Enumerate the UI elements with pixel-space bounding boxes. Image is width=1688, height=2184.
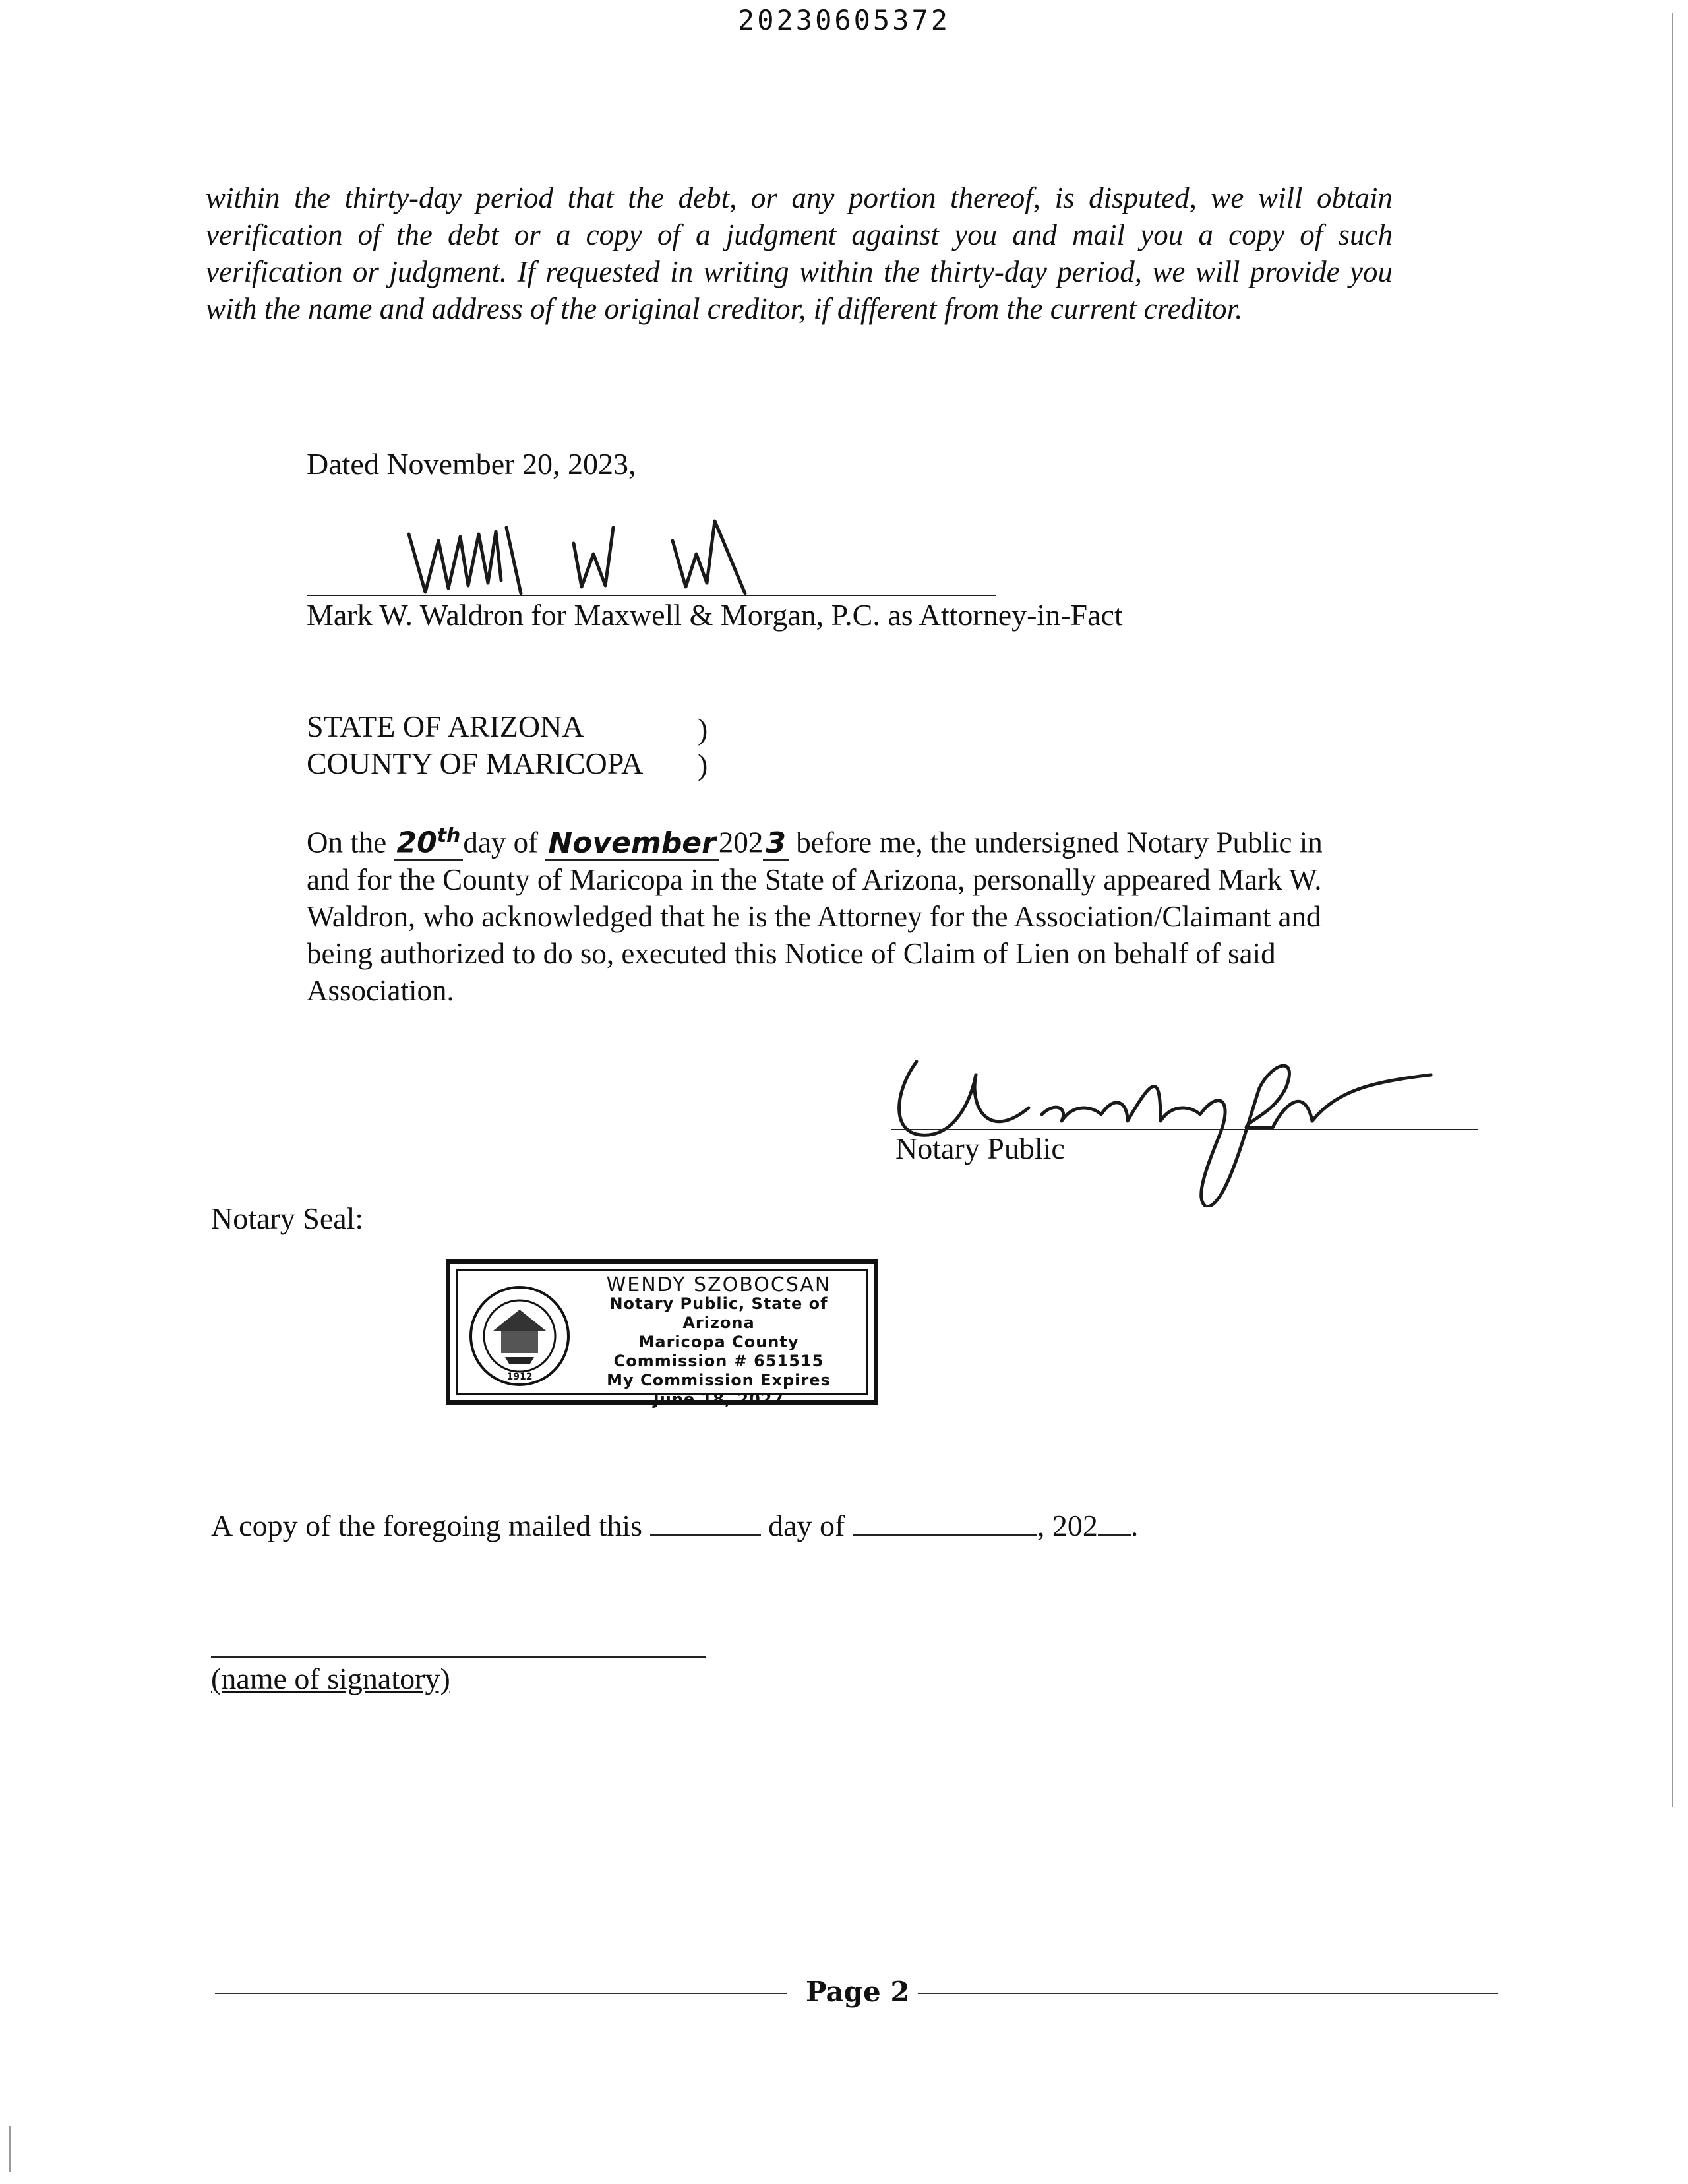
notary-seal-label: Notary Seal: <box>211 1201 364 1235</box>
signer-caption: Mark W. Waldron for Maxwell & Morgan, P.C. as Attorney-in-Fact <box>307 598 1123 632</box>
signatory-caption: (name of signatory) <box>211 1662 450 1695</box>
seal-notary-name: WENDY SZOBOCSAN <box>606 1273 831 1296</box>
ack-year-prefix: 202 <box>718 826 764 859</box>
dated-line: Dated November 20, 2023, <box>307 447 636 481</box>
footer-rule-left <box>215 1993 787 1994</box>
seal-line-5: June 18, 2027 <box>653 1390 785 1409</box>
attorney-signature <box>396 514 870 600</box>
venue-state-paren: ) <box>698 712 708 746</box>
mailing-text-4: . <box>1130 1509 1139 1542</box>
venue-county: COUNTY OF MARICOPA <box>307 746 644 780</box>
footer-rule-right <box>918 1993 1498 1994</box>
mailing-month-blank <box>853 1534 1037 1536</box>
mailing-text-3: , 202 <box>1037 1509 1098 1542</box>
venue-state: STATE OF ARIZONA <box>307 710 584 743</box>
notary-caption: Notary Public <box>895 1132 1065 1165</box>
ack-year: 3 <box>763 828 789 861</box>
ack-rest: before me, the undersigned Notary Public in and for the County of Maricopa in the State of Arizona, personally appeared Mark W. Waldron, who acknowledged that he is the Attorney for the Association/Claimant and being authorized to do so, executed this Notice of Claim of Lien on behalf of said Association. <box>307 826 1323 1007</box>
seal-inner-border <box>456 1269 868 1409</box>
arizona-seal-emblem <box>467 1283 572 1389</box>
notary-seal-stamp <box>446 1259 878 1409</box>
ack-day-value: 20 <box>396 826 437 860</box>
seal-line-2: Maricopa County <box>638 1333 799 1351</box>
page-number: Page 2 <box>806 1976 910 2008</box>
mailing-year-blank <box>1098 1534 1131 1536</box>
scan-edge-mark <box>9 2126 11 2172</box>
ack-month: November <box>545 828 718 861</box>
seal-line-3: Commission # 651515 <box>613 1352 824 1370</box>
seal-line-4: My Commission Expires <box>607 1371 831 1389</box>
seal-emblem-year: 1912 <box>506 1372 533 1382</box>
notary-signature <box>877 1048 1444 1207</box>
ack-day <box>394 820 463 861</box>
seal-text <box>575 1275 862 1409</box>
ack-prefix: On the <box>307 826 387 859</box>
ack-mid: day of <box>463 826 539 859</box>
mailing-text-1: A copy of the foregoing mailed this <box>211 1509 643 1542</box>
scan-edge-line <box>1672 13 1673 1807</box>
seal-line-1: Notary Public, State of Arizona <box>609 1294 828 1332</box>
attorney-signature-line <box>307 595 996 596</box>
venue-county-paren: ) <box>698 748 708 781</box>
mailing-text-2: day of <box>768 1509 845 1542</box>
mailing-line <box>211 1507 1138 1544</box>
recording-number: 20230605372 <box>737 4 951 36</box>
mailing-day-blank <box>650 1534 761 1536</box>
ack-day-suffix: th <box>437 824 461 847</box>
signatory-line <box>211 1656 706 1658</box>
acknowledgment-paragraph <box>307 820 1355 1009</box>
disclosure-paragraph: within the thirty-day period that the debt, or any portion thereof, is disputed, we will obtain verification of the debt or a copy of a judgment against you and mail you a copy of such verification or judgment. If requested in writing within the thirty-day period, we will provide you with the name and address of the original creditor, if different from the current creditor. <box>206 181 1393 325</box>
